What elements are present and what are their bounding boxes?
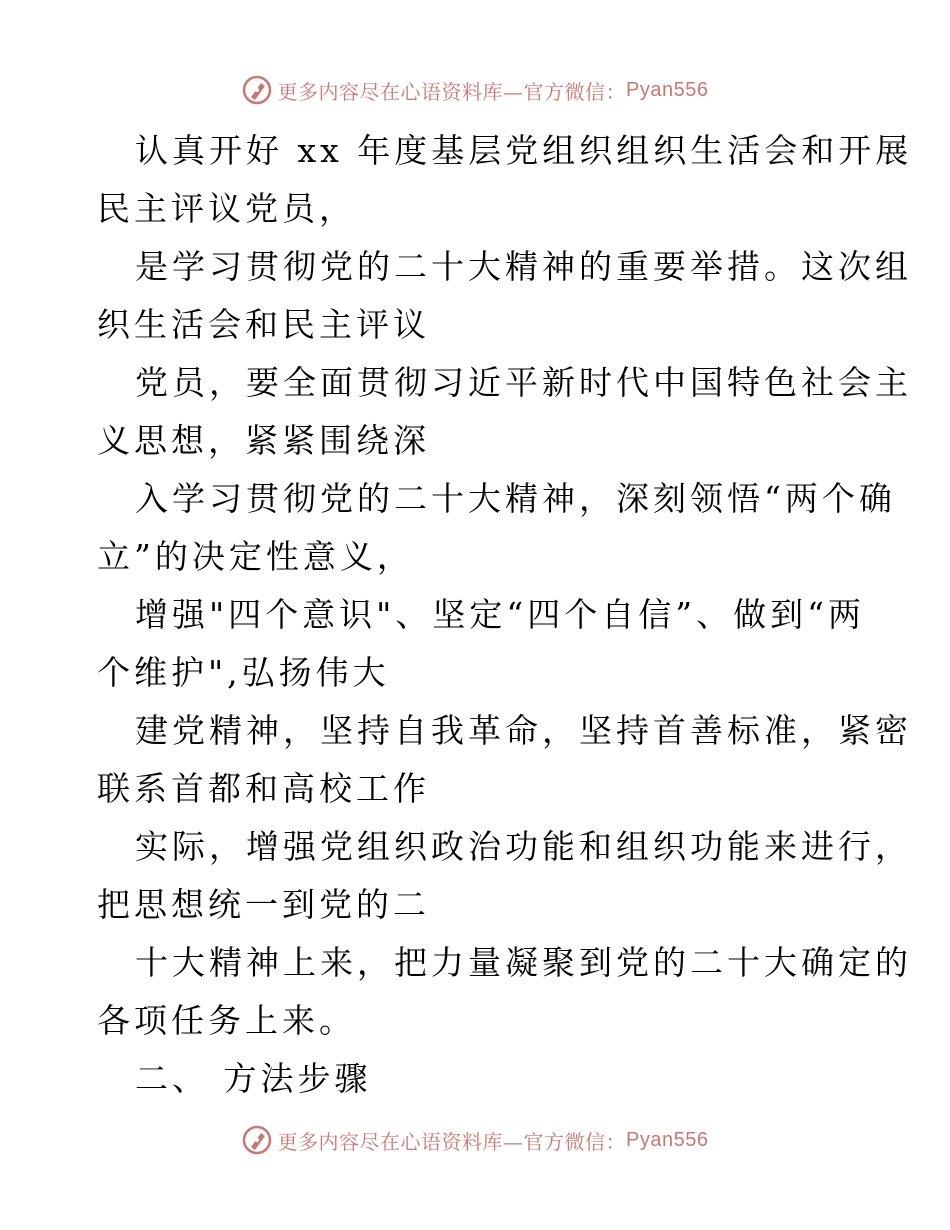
header-watermark: [0, 72, 950, 108]
paragraph-line: 联系首都和高校工作: [97, 769, 430, 808]
paragraph-line: 立”的决定性意义，: [97, 537, 414, 576]
paragraph-3: [97, 354, 912, 470]
paragraph-8: [97, 934, 912, 1050]
watermark-text: 更多内容尽在心语资料库—官方微信：: [277, 1129, 627, 1154]
watermark-text: 更多内容尽在心语资料库—官方微信：: [277, 79, 627, 104]
paragraph-2: [97, 238, 912, 354]
paragraph-line: 十大精神上来，把力量凝聚到党的二十大确定的: [135, 943, 912, 982]
footer-watermark: [0, 1122, 950, 1158]
paragraph-line: 增强"四个意识"、坚定“四个自信”、做到“两: [135, 595, 865, 634]
paragraph-6: [97, 702, 912, 818]
paragraph-line: 义思想，紧紧围绕深: [97, 421, 430, 460]
paragraph-line: 实际，增强党组织政治功能和组织功能来进行，: [135, 827, 912, 866]
pen-nib-logo-icon: [242, 1125, 272, 1155]
watermark-id: Pyan556: [626, 1128, 709, 1151]
paragraph-line: 织生活会和民主评议: [97, 305, 430, 344]
document-body: [97, 122, 913, 1108]
paragraph-line: 把思想统一到党的二: [97, 885, 430, 924]
section-heading-text: 二、 方法步骤: [135, 1059, 372, 1098]
paragraph-1: [97, 122, 913, 238]
paragraph-4: [97, 470, 896, 586]
paragraph-line: 党员，要全面贯彻习近平新时代中国特色社会主: [135, 363, 912, 402]
pen-nib-logo-icon: [242, 75, 272, 105]
section-heading: [97, 1050, 857, 1108]
paragraph-line: 个维护",弘扬伟大: [97, 653, 390, 692]
paragraph-line: 是学习贯彻党的二十大精神的重要举措。这次组: [135, 247, 912, 286]
paragraph-line: 认真开好 xx 年度基层党组织组织生活会和开展: [135, 131, 913, 170]
watermark-id: Pyan556: [626, 78, 709, 101]
paragraph-line: 建党精神，坚持自我革命，坚持首善标准，紧密: [135, 711, 912, 750]
paragraph-line: 各项任务上来。: [97, 1001, 356, 1040]
paragraph-7: [97, 818, 912, 934]
paragraph-5: [97, 586, 865, 702]
paragraph-line: 民主评议党员，: [97, 189, 356, 228]
paragraph-line: 入学习贯彻党的二十大精神，深刻领悟“两个确: [135, 479, 896, 518]
